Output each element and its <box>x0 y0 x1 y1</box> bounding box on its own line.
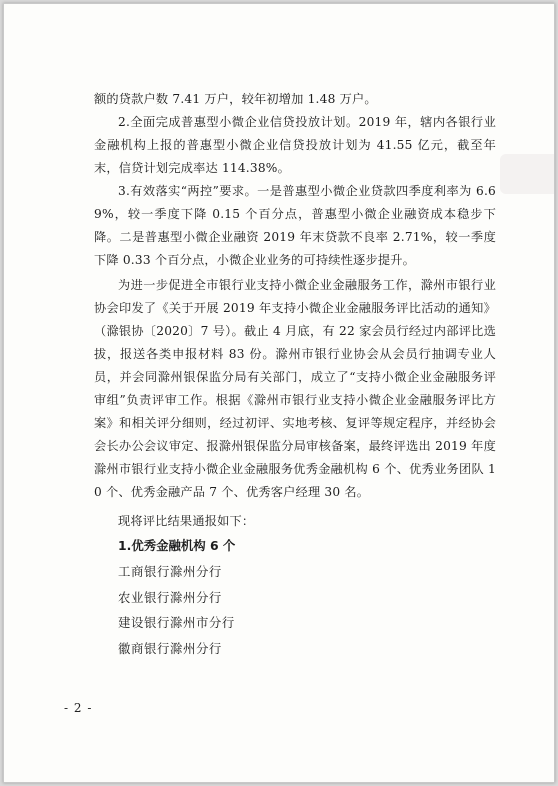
list-item: 农业银行滁州分行 <box>118 589 222 605</box>
paragraph-two-controls: 3.有效落实“两控”要求。一是普惠型小微企业贷款四季度利率为 6.69%，较一季度下降 0.15 个百分点，普惠型小微企业融资成本稳步下降。二是普惠型小微企业融资 2019 年末贷款不良率 2.71%，较一季度下降 0.33 个百分点，小微企业业务的可持续性逐步提升。 <box>94 184 496 267</box>
list-item: 徽商银行滁州分行 <box>118 640 222 656</box>
paragraph-evaluation: 为进一步促进全市银行业支持小微企业金融服务工作，滁州市银行业协会印发了《关于开展 2019 年支持小微企业金融服务评比活动的通知》（滁银协〔2020〕7 号）。截止 4 月底，有 22 家会员行经过内部评比选拔，报送各类申报材料 83 份。滁州市银行业协会从会员行抽调专业人员，并会同滁州银保监分局有关部门，成立了“支持小微企业金融服务评审组”负责评审工作。根据《滁州市银行业支持小微企业金融服务评比方案》和相关评分细则，经过初评、实地考核、复评等规定程序，并经协会会长办公会议审定、报滁州银保监分局审核备案，最终评选出 2019 年度滁州市银行业支持小微企业金融服务优秀金融机构 6 个、优秀业务团队 10 个、优秀金融产品 7 个、优秀客户经理 30 名。 <box>94 278 496 499</box>
page-bleed-mark <box>500 154 555 194</box>
institution-list <box>94 559 496 661</box>
paragraph-results-intro: 现将评比结果通报如下： <box>118 514 255 528</box>
document-body <box>94 88 496 661</box>
paragraph-loan-households: 额的贷款户数 7.41 万户，较年初增加 1.48 万户。 <box>94 92 377 106</box>
section-heading-institutions: 1.优秀金融机构 6 个 <box>118 538 236 553</box>
list-item: 建设银行滁州市分行 <box>118 615 235 630</box>
page-number: - 2 - <box>64 701 93 715</box>
paragraph-credit-plan: 2.全面完成普惠型小微企业信贷投放计划。2019 年，辖内各银行业金融机构上报的普惠型小微企业信贷投放计划为 41.55 亿元，截至年末，信贷计划完成率达 114.38%。 <box>94 115 496 175</box>
document-page <box>3 3 555 783</box>
list-item: 工商银行滁州分行 <box>118 564 222 579</box>
